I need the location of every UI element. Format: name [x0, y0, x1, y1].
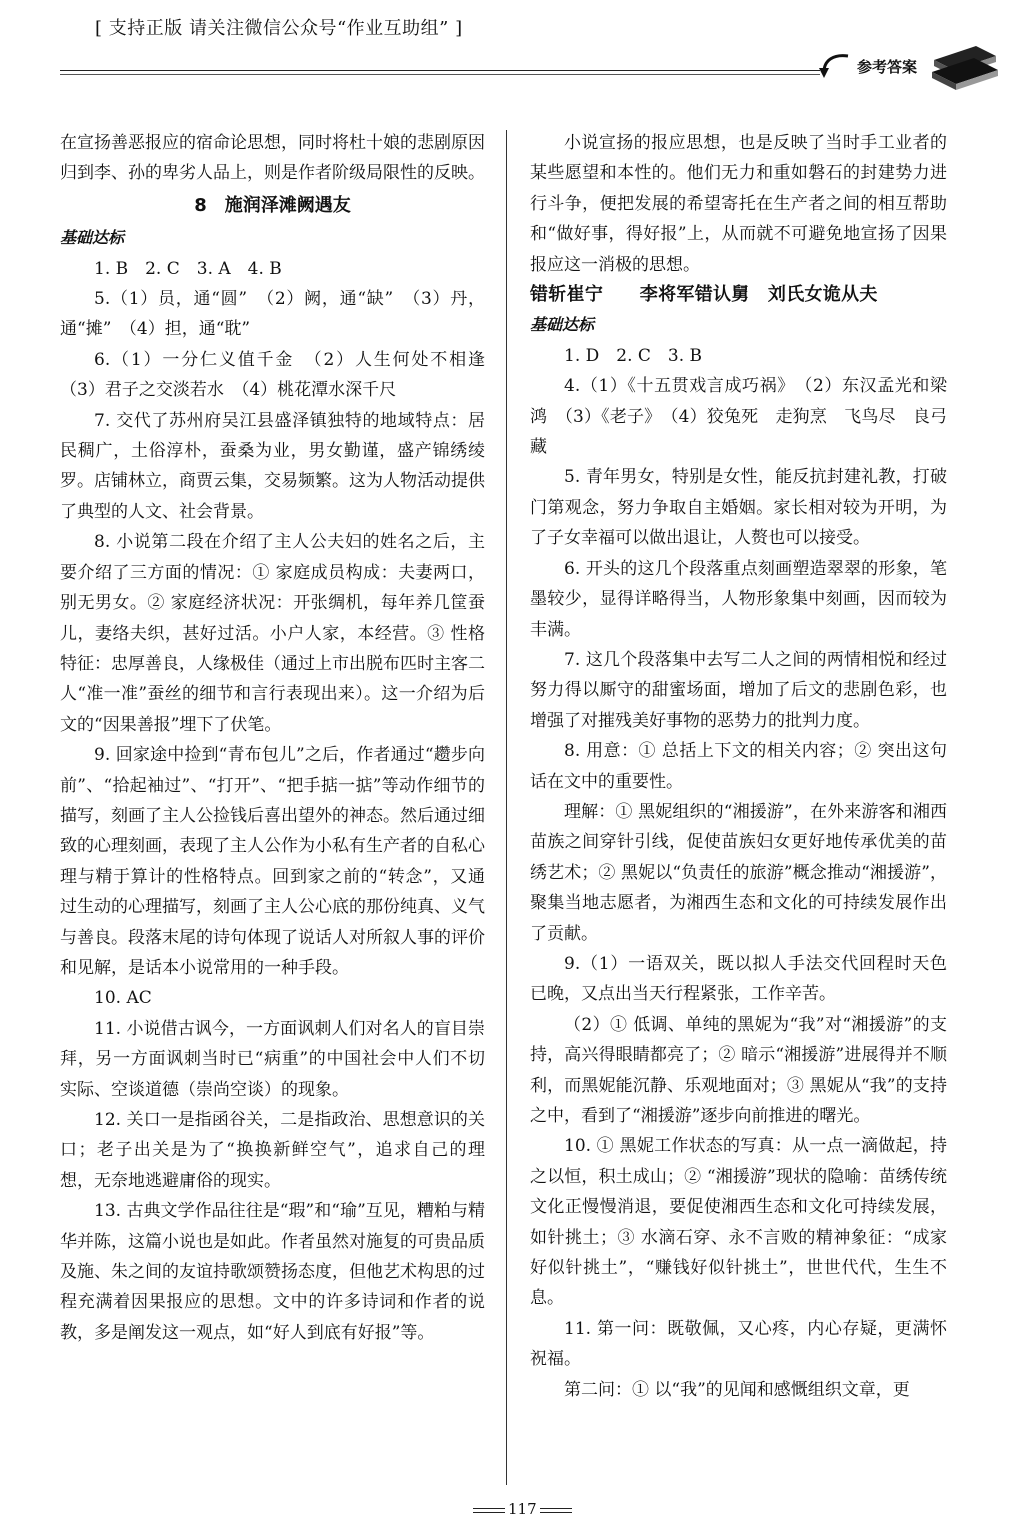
answer-paragraph: 1. D 2. C 3. B [564, 345, 703, 366]
answer-paragraph: 1. B 2. C 3. A 4. B [94, 258, 282, 279]
curl-arrow-icon [818, 50, 852, 80]
section-heading: 8 施润泽滩阙遇友 [194, 194, 351, 216]
header-rule-thin [60, 74, 820, 75]
answer-paragraph: 10. AC [94, 988, 152, 1009]
answer-paragraph: 9. 回家途中捡到“青布包儿”之后，作者通过“趱步向前”、“拾起袖过”、“打开”、“把手掂一掂”等动作细节的描写，刻画了主人公捡钱后喜出望外的神态。然后通过细致的心理刻画，表现了主人公作为小私有生产者的自私心理与精于算计的性格特点。回到家之前的“转念”，又通过生动的心理描写，刻画了主人公心底的那份纯真、义气与善良。段落末尾的诗句体现了说话人对所叙人事的评价和见解，是话本小说常用的一种手段。 [60, 745, 485, 978]
subheading: 基础达标 [60, 228, 125, 248]
answer-paragraph: 11. 小说借古讽今，一方面讽刺人们对名人的盲目崇拜，另一方面讽刺当时已“病重”的中国社会中人们不切实际、空谈道德（崇尚空谈）的现象。 [60, 1018, 485, 1100]
answer-paragraph: 7. 这几个段落集中去写二人之间的两情相悦和经过努力得以厮守的甜蜜场面，增加了后文的悲剧色彩，也增强了对摧残美好事物的恶势力的批判力度。 [530, 649, 947, 731]
section-label: 参考答案 [857, 58, 918, 76]
answer-paragraph: 第二问：① 以“我”的见闻和感慨组织文章，更 [564, 1379, 910, 1400]
answer-paragraph: 9.（1）一语双关，既以拟人手法交代回程时天色已晚，又点出当天行程紧张，工作辛苦。 [530, 953, 947, 1005]
answer-paragraph: 5. 青年男女，特别是女性，能反抗封建礼教，打破门第观念，努力争取自主婚姻。家长相对较为开明，为了子女幸福可以做出退让，人赘也可以接受。 [530, 467, 947, 549]
answer-paragraph: 12. 关口一是指函谷关，二是指政治、思想意识的关口；老子出关是为了“换换新鲜空气”，追求自己的理想，无奈地逃避庸俗的现实。 [60, 1110, 485, 1191]
column-divider [506, 130, 507, 1485]
answer-paragraph: 6. 开头的这几个段落重点刻画塑造翠翠的形象，笔墨较少，显得详略得当，人物形象集中刻画，因而较为丰满。 [530, 558, 947, 640]
answer-paragraph: 11. 第一问：既敬佩，又心疼，内心存疑，更满怀祝福。 [530, 1318, 947, 1370]
books-icon [930, 40, 1000, 98]
right-column [530, 128, 947, 1405]
answer-paragraph: 13. 古典文学作品往往是“瑕”和“瑜”互见，糟粕与精华并陈，这篇小说也是如此。作者虽然对施复的可贵品质及施、朱之间的友谊持歌颂赞扬态度，但他艺术构思的过程充满着因果报应的思想。文中的许多诗词和作者的说教，多是阐发这一观点，如“好人到底有好报”等。 [60, 1201, 485, 1343]
answer-paragraph: 7. 交代了苏州府吴江县盛泽镇独特的地域特点：居民稠广，土俗淳朴，蚕桑为业，男女勤谨，盛产锦绣绫罗。店铺林立，商贾云集，交易频繁。这为人物活动提供了典型的人文、社会背景。 [60, 410, 485, 522]
header-rule [60, 70, 820, 71]
answer-paragraph: 4.（1）《十五贯戏言成巧祸》 （2）东汉孟光和梁鸿 （3）《老子》 （4）狡兔死 走狗烹 飞鸟尽 良弓藏 [530, 376, 947, 458]
answer-paragraph: 6.（1）一分仁义值千金 （2）人生何处不相逢 （3）君子之交淡若水 （4）桃花潭水深千尺 [60, 349, 502, 401]
answer-paragraph: 小说宣扬的报应思想，也是反映了当时手工业者的某些愿望和本性的。他们无力和重如磐石的封建势力进行斗争，便把发展的希望寄托在生产者之间的相互帮助和“做好事，得好报”上，从而就不可避免地宣扬了因果报应这一消极的思想。 [530, 133, 947, 275]
answer-paragraph: 8. 用意：① 总括上下文的相关内容；② 突出这句话在文中的重要性。 [530, 741, 947, 792]
answer-paragraph: 在宣扬善恶报应的宿命论思想，同时将杜十娘的悲剧原因归到李、孙的卑劣人品上，则是作者阶级局限性的反映。 [60, 133, 485, 184]
subheading: 基础达标 [530, 315, 595, 335]
answer-paragraph: 8. 小说第二段在介绍了主人公夫妇的姓名之后，主要介绍了三方面的情况：① 家庭成员构成：夫妻两口，别无男女。② 家庭经济状况：开张绸机，每年养几筐蚕儿，妻络夫织，甚好过活。小户人家，本经营。③ 性格特征：忠厚善良，人缘极佳（通过上市出脱布匹时主客二人“准一准”蚕丝的细节和言行表现出来）。这一介绍为后文的“因果善报”埋下了伏笔。 [60, 532, 485, 735]
answer-paragraph: 理解：① 黑妮组织的“湘援游”，在外来游客和湘西苗族之间穿针引线，促使苗族妇女更好地传承优美的苗绣艺术；② 黑妮以“负责任的旅游”概念推动“湘援游”，聚集当地志愿者，为湘西生态和文化的可持续发展作出了贡献。 [530, 801, 947, 944]
answer-paragraph: （2）① 低调、单纯的黑妮为“我”对“湘援游”的支持，高兴得眼睛都亮了；② 暗示“湘援游”进展得并不顺利，而黑妮能沉静、乐观地面对；③ 黑妮从“我”的支持之中，看到了“湘援游”逐步向前推进的曙光。 [530, 1014, 947, 1126]
answer-paragraph: 5.（1）员，通“圆” （2）阙，通“缺” （3）丹，通“摊” （4）担，通“耽” [60, 289, 485, 340]
header-banner: [ 支持正版 请关注微信公众号“作业互助组” ] [95, 18, 463, 39]
page-number [470, 1500, 575, 1518]
page-number-text: 117 [508, 1500, 537, 1518]
answer-paragraph: 10. ① 黑妮工作状态的写真：从一点一滴做起，持之以恒，积土成山；② “湘援游”现状的隐喻：苗绣传统文化正慢慢消退，要促使湘西生态和文化可持续发展，如针挑土；③ 水滴石穿、永不言败的精神象征：“成家好似针挑土”，“赚钱好似针挑土”，世世代代，生生不息。 [530, 1136, 947, 1309]
section-heading: 错斩崔宁 李将军错认舅 刘氏女诡从夫 [530, 284, 878, 306]
left-column [60, 128, 502, 1348]
